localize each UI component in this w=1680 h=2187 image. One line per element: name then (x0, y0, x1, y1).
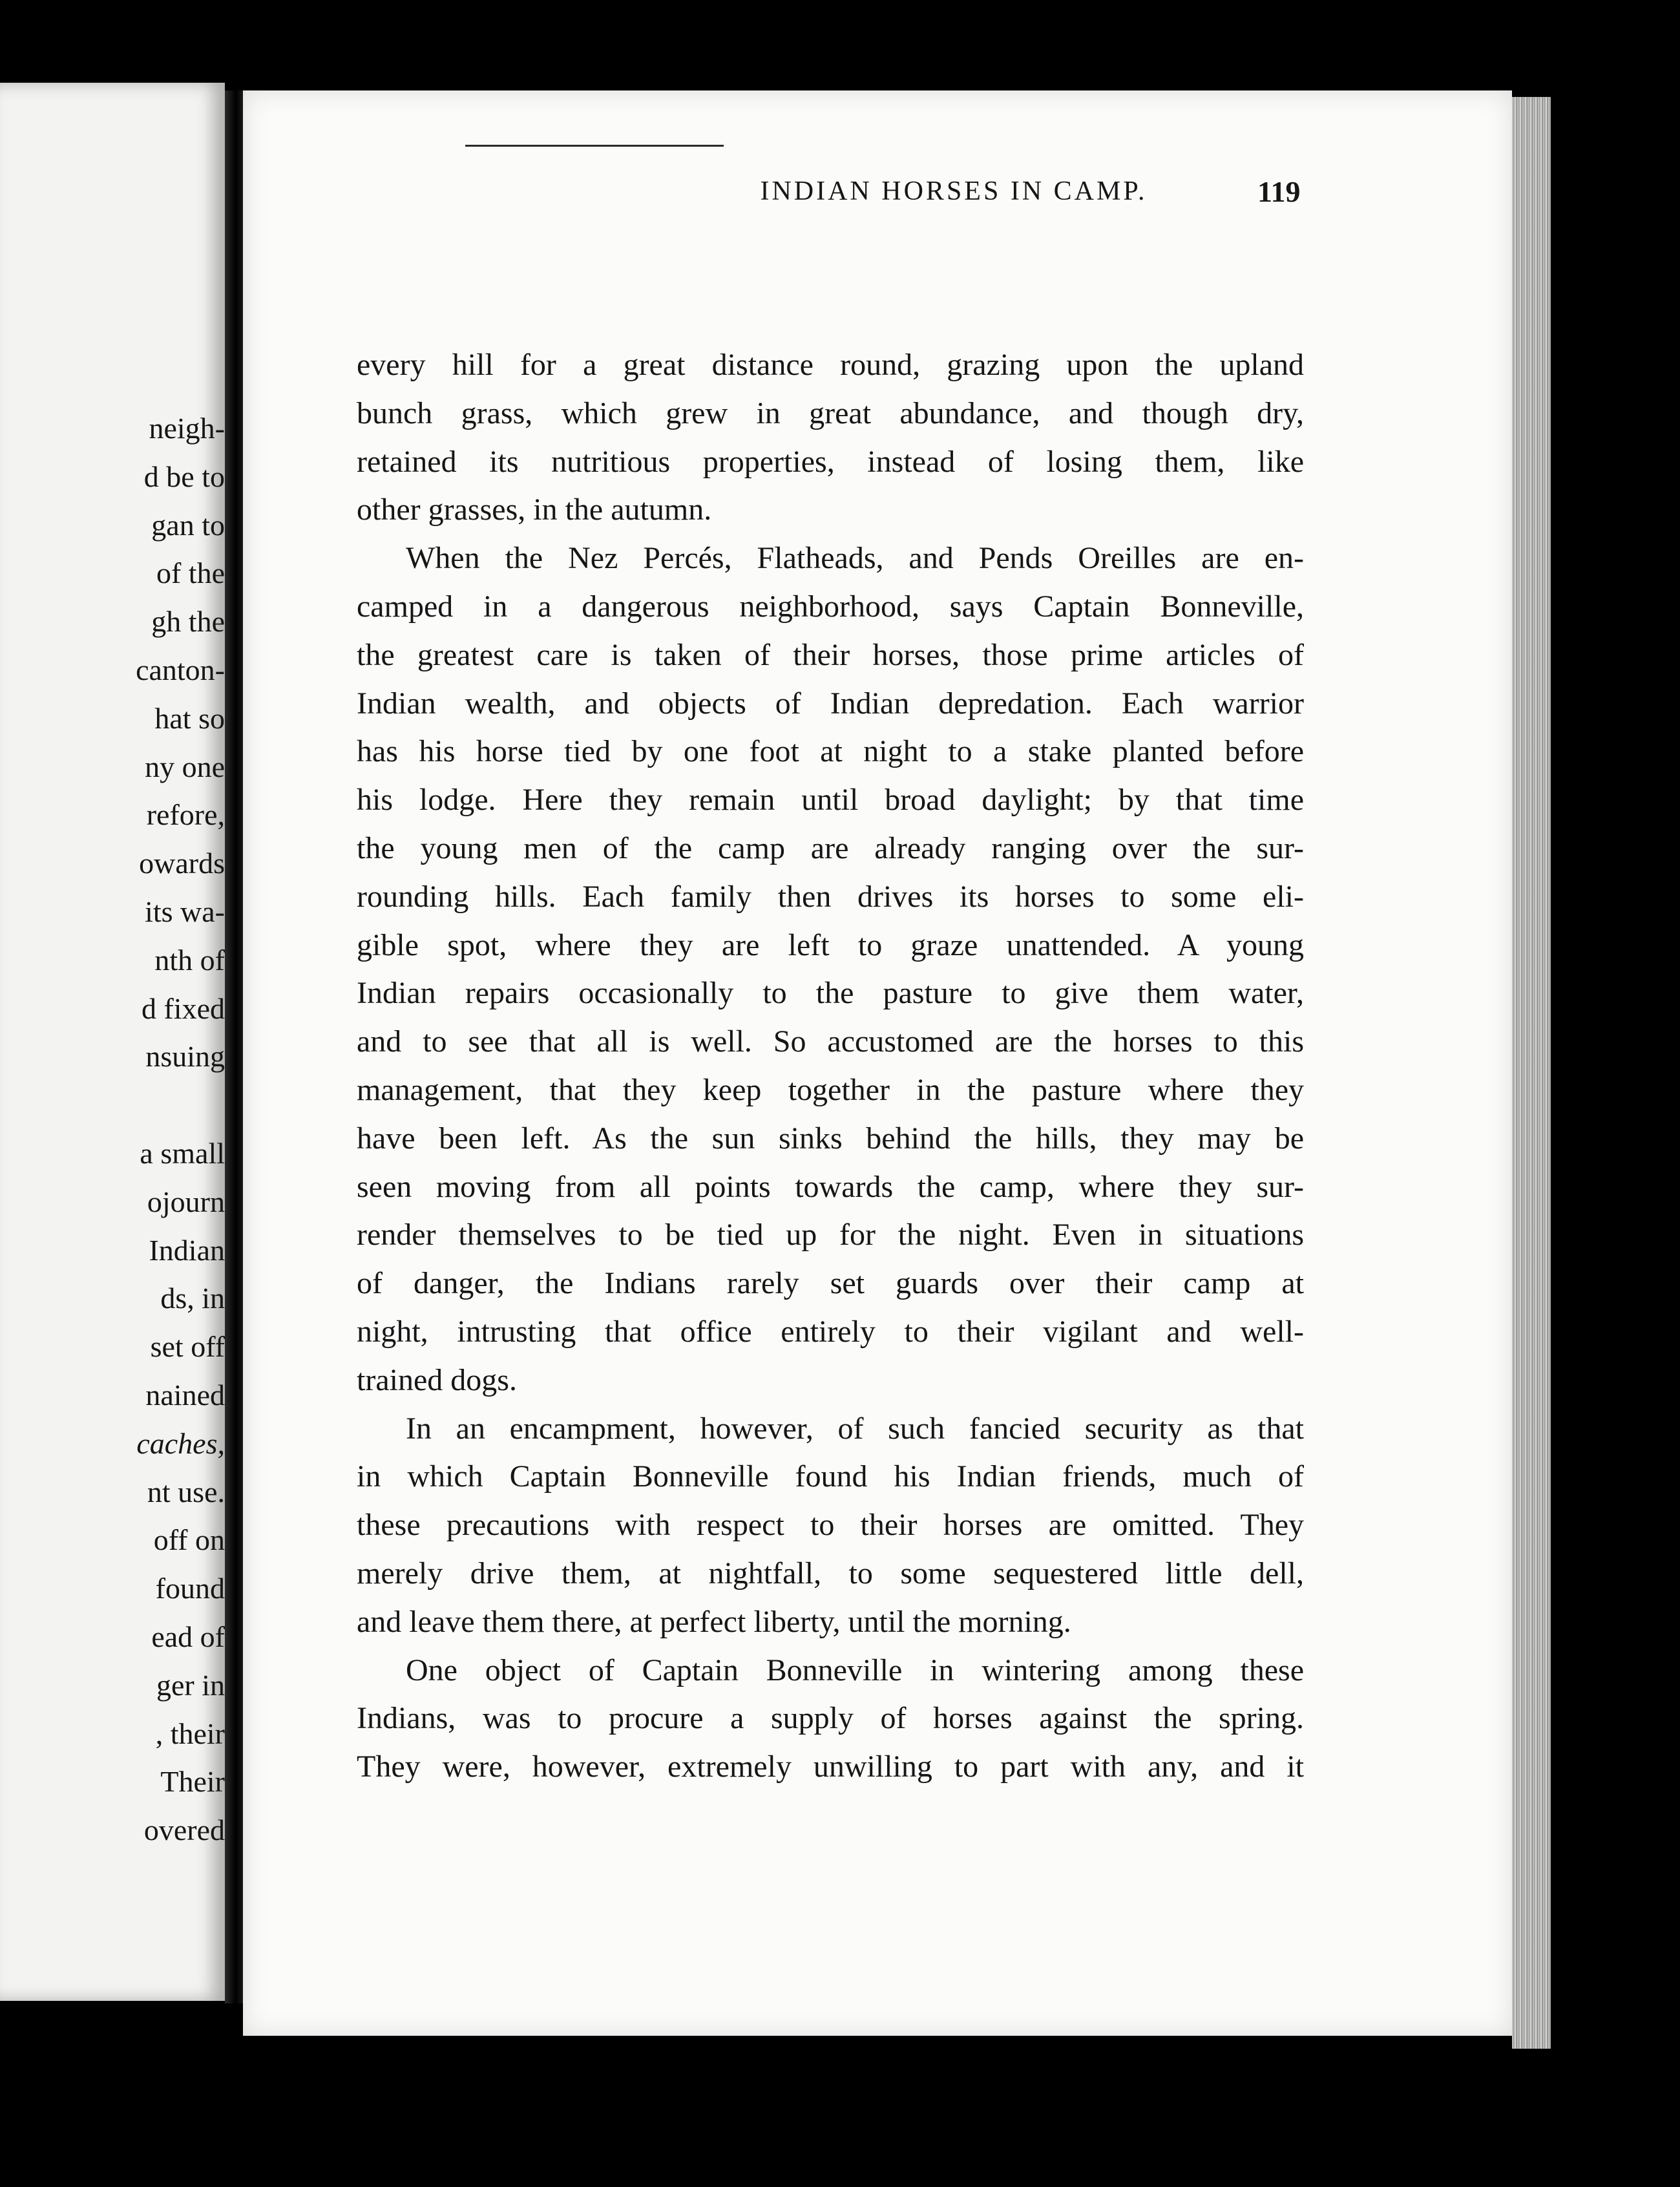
left-page-line: neigh- (149, 412, 225, 445)
text-line: Indians, was to procure a supply of horses against the spring. (357, 1701, 1304, 1736)
left-page-line: gan to (151, 508, 225, 542)
left-page-line: d fixed (141, 991, 225, 1025)
text-line: management, that they keep together in the pasture where they (357, 1072, 1304, 1107)
book-gutter (225, 90, 243, 2003)
paragraph (357, 1405, 1304, 1647)
text-line: in which Captain Bonneville found his Indian friends, much of (357, 1459, 1304, 1494)
left-page-line: owards (139, 847, 225, 880)
left-page-line: canton- (136, 653, 225, 686)
text-line: every hill for a great distance round, grazing upon the upland (357, 348, 1304, 382)
left-page-line: ger in (156, 1668, 225, 1702)
left-page-line: ds, in (160, 1282, 225, 1315)
text-line: They were, however, extremely unwilling to part with any, and it (357, 1749, 1304, 1784)
text-line: and to see that all is well. So accustomed are the horses to this (357, 1024, 1304, 1059)
text-line: has his horse tied by one foot at night to a stake planted before (357, 734, 1304, 769)
text-line: When the Nez Percés, Flatheads, and Pends Oreilles are en- (406, 541, 1304, 576)
text-line: One object of Captain Bonneville in wintering among these (406, 1653, 1304, 1687)
left-page-line: d be to (143, 460, 225, 493)
text-line: seen moving from all points towards the camp, where they sur- (357, 1169, 1304, 1204)
text-line: the greatest care is taken of their horses, those prime articles of (357, 637, 1304, 672)
paragraph (357, 534, 1304, 1404)
text-line: gible spot, where they are left to graze unattended. A young (357, 927, 1304, 962)
page-edges (1512, 97, 1551, 2049)
left-page-line: Indian (149, 1233, 225, 1267)
left-page-line: ojourn (147, 1185, 225, 1218)
header-rule (465, 145, 724, 147)
left-page-line: nth of (154, 943, 225, 977)
text-line: and leave them there, at perfect liberty, until the morning. (357, 1604, 1071, 1639)
text-line: his lodge. Here they remain until broad daylight; by that time (357, 783, 1304, 818)
text-line: other grasses, in the autumn. (357, 492, 712, 527)
text-line: retained its nutritious properties, instead of losing them, like (357, 444, 1304, 479)
body-text (357, 341, 1304, 1791)
text-line: have been left. As the sun sinks behind the hills, they may be (357, 1121, 1304, 1156)
left-page-line: of the (156, 556, 225, 590)
text-line: rounding hills. Each family then drives its horses to some eli- (357, 879, 1304, 914)
text-line: In an encampment, however, of such fancied security as that (406, 1411, 1304, 1446)
left-page-line (136, 1081, 225, 1130)
text-line: the young men of the camp are already ranging over the sur- (357, 830, 1304, 865)
left-page-line: hat so (154, 701, 225, 735)
text-line: merely drive them, at nightfall, to some sequestered little dell, (357, 1556, 1304, 1590)
left-page-line: gh the (151, 605, 225, 639)
text-line: render themselves to be tied up for the night. Even in situations (357, 1218, 1304, 1252)
left-page-line: nsuing (145, 1040, 225, 1073)
left-page-line: set off (150, 1330, 225, 1364)
paragraph (357, 1647, 1304, 1791)
paragraph (357, 341, 1304, 534)
left-page-line: nt use. (147, 1475, 225, 1508)
left-page-line: found (155, 1572, 225, 1605)
left-page-text-fragments (136, 405, 225, 1855)
running-title: INDIAN HORSES IN CAMP. (760, 176, 1148, 206)
text-line: night, intrusting that office entirely to their vigilant and well- (357, 1314, 1304, 1349)
running-head (243, 153, 1512, 211)
left-page-line: a small (140, 1136, 225, 1170)
text-line: of danger, the Indians rarely set guards over their camp at (357, 1266, 1304, 1301)
page-number: 119 (1257, 175, 1301, 208)
left-page-line: off on (153, 1523, 225, 1557)
left-page-line: ead of (151, 1620, 225, 1653)
text-line: camped in a dangerous neighborhood, says Captain Bonneville, (357, 589, 1304, 624)
left-page-line: ny one (145, 750, 225, 783)
text-line: Indian wealth, and objects of Indian depredation. Each warrior (357, 686, 1304, 721)
left-page-line: refore, (146, 798, 225, 832)
left-page-line: Their (160, 1765, 225, 1799)
text-line: bunch grass, which grew in great abundance, and though dry, (357, 396, 1304, 430)
left-page-line: overed (143, 1813, 225, 1847)
text-line: trained dogs. (357, 1362, 517, 1397)
left-page-line: its wa- (145, 894, 225, 928)
left-page-line: nained (145, 1378, 225, 1411)
text-line: these precautions with respect to their horses are omitted. They (357, 1508, 1304, 1543)
left-page-line: caches, (136, 1426, 225, 1460)
left-page-line: , their (155, 1717, 225, 1750)
left-facing-page (0, 83, 225, 2001)
text-line: Indian repairs occasionally to the pasture to give them water, (357, 976, 1304, 1011)
